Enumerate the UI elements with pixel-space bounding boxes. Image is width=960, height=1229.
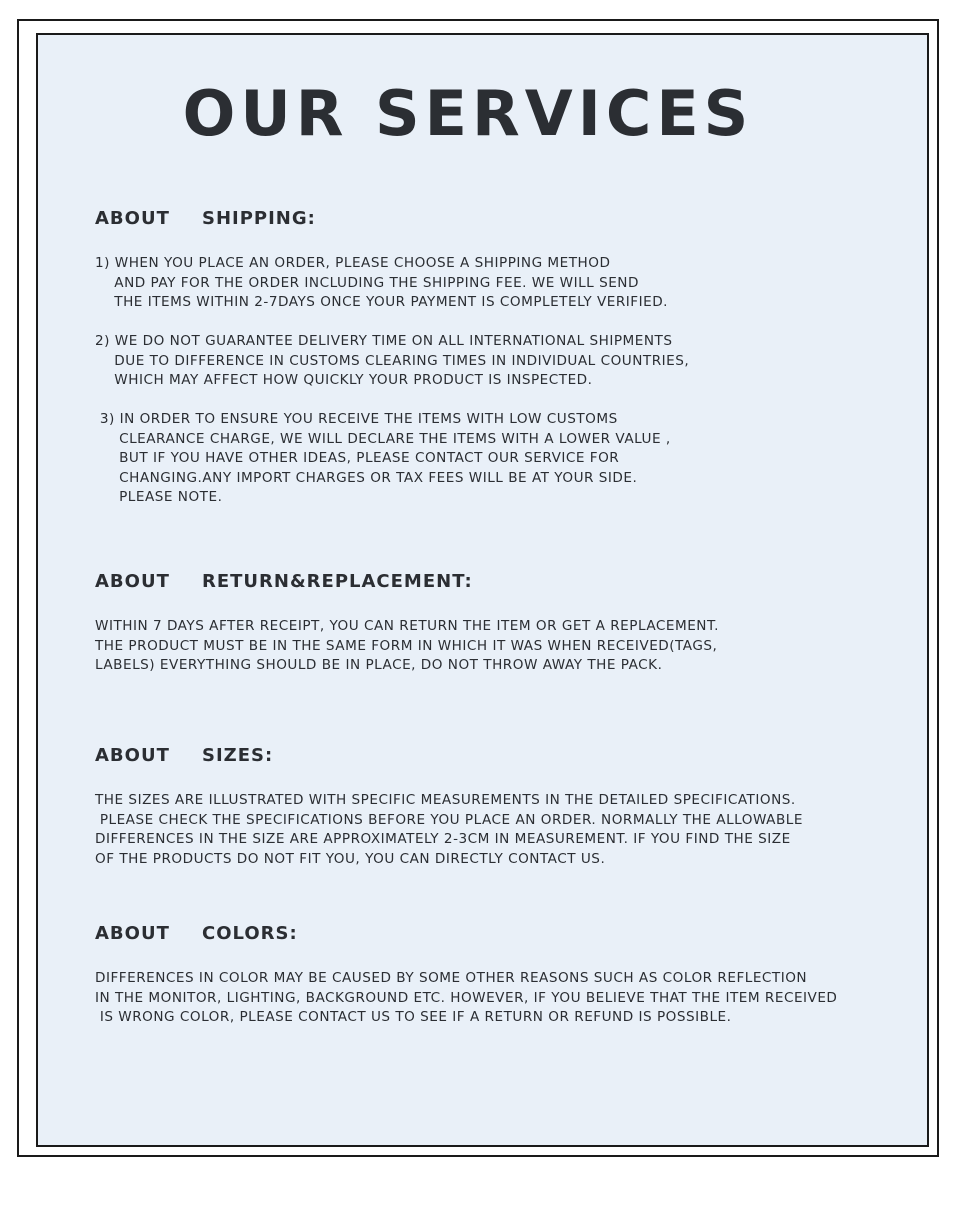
text-line: DUE TO DIFFERENCE IN CUSTOMS CLEARING TIMES IN INDIVIDUAL COUNTRIES, xyxy=(95,352,690,369)
text-line: THE ITEMS WITHIN 2-7DAYS ONCE YOUR PAYMENT IS COMPLETELY VERIFIED. xyxy=(95,294,669,311)
colors-heading-about: ABOUT xyxy=(95,923,170,944)
text-line: 3) IN ORDER TO ENSURE YOU RECEIVE THE ITEMS WITH LOW CUSTOMS xyxy=(95,411,618,427)
colors-heading-topic: COLORS: xyxy=(202,923,298,944)
shipping-heading xyxy=(95,208,316,230)
text-line: PLEASE NOTE. xyxy=(95,489,223,506)
text-line: CLEARANCE CHARGE, WE WILL DECLARE THE ITEMS WITH A LOWER VALUE , xyxy=(95,430,671,447)
sizes-heading xyxy=(95,745,273,767)
shipping-heading-topic: SHIPPING: xyxy=(202,208,316,229)
sizes-heading-topic: SIZES: xyxy=(202,745,274,766)
text-line: PLEASE CHECK THE SPECIFICATIONS BEFORE YOU PLACE AN ORDER. NORMALLY THE ALLOWABLE xyxy=(95,811,803,828)
shipping-item-3 xyxy=(95,410,671,508)
return-heading xyxy=(95,571,473,593)
text-line: DIFFERENCES IN COLOR MAY BE CAUSED BY SOME OTHER REASONS SUCH AS COLOR REFLECTION xyxy=(95,970,808,986)
text-line: IN THE MONITOR, LIGHTING, BACKGROUND ETC. HOWEVER, IF YOU BELIEVE THAT THE ITEM RECEIVED xyxy=(95,989,838,1006)
shipping-item-1 xyxy=(95,254,668,313)
colors-heading xyxy=(95,923,298,945)
text-line: OF THE PRODUCTS DO NOT FIT YOU, YOU CAN DIRECTLY CONTACT US. xyxy=(95,850,606,867)
return-heading-about: ABOUT xyxy=(95,571,170,592)
text-line: CHANGING.ANY IMPORT CHARGES OR TAX FEES WILL BE AT YOUR SIDE. xyxy=(95,469,638,486)
text-line: WHICH MAY AFFECT HOW QUICKLY YOUR PRODUCT IS INSPECTED. xyxy=(95,372,593,389)
text-line: IS WRONG COLOR, PLEASE CONTACT US TO SEE IF A RETURN OR REFUND IS POSSIBLE. xyxy=(95,1009,732,1026)
sizes-heading-about: ABOUT xyxy=(95,745,170,766)
colors-paragraph xyxy=(95,969,837,1028)
text-line: BUT IF YOU HAVE OTHER IDEAS, PLEASE CONTACT OUR SERVICE FOR xyxy=(95,450,620,467)
page-title: OUR SERVICES xyxy=(182,77,754,150)
shipping-heading-about: ABOUT xyxy=(95,208,170,229)
return-paragraph xyxy=(95,617,719,676)
text-line: THE SIZES ARE ILLUSTRATED WITH SPECIFIC MEASUREMENTS IN THE DETAILED SPECIFICATIONS. xyxy=(95,792,796,808)
text-line: 2) WE DO NOT GUARANTEE DELIVERY TIME ON ALL INTERNATIONAL SHIPMENTS xyxy=(95,333,673,349)
text-line: LABELS) EVERYTHING SHOULD BE IN PLACE, DO NOT THROW AWAY THE PACK. xyxy=(95,657,663,674)
sizes-paragraph xyxy=(95,791,803,869)
text-line: 1) WHEN YOU PLACE AN ORDER, PLEASE CHOOSE A SHIPPING METHOD xyxy=(95,255,611,271)
text-line: WITHIN 7 DAYS AFTER RECEIPT, YOU CAN RETURN THE ITEM OR GET A REPLACEMENT. xyxy=(95,618,719,634)
text-line: DIFFERENCES IN THE SIZE ARE APPROXIMATELY 2-3CM IN MEASUREMENT. IF YOU FIND THE SIZE xyxy=(95,831,791,848)
text-line: AND PAY FOR THE ORDER INCLUDING THE SHIPPING FEE. WE WILL SEND xyxy=(95,274,639,291)
shipping-item-2 xyxy=(95,332,689,391)
text-line: THE PRODUCT MUST BE IN THE SAME FORM IN WHICH IT WAS WHEN RECEIVED(TAGS, xyxy=(95,637,718,654)
return-heading-topic: RETURN&REPLACEMENT: xyxy=(202,571,473,592)
